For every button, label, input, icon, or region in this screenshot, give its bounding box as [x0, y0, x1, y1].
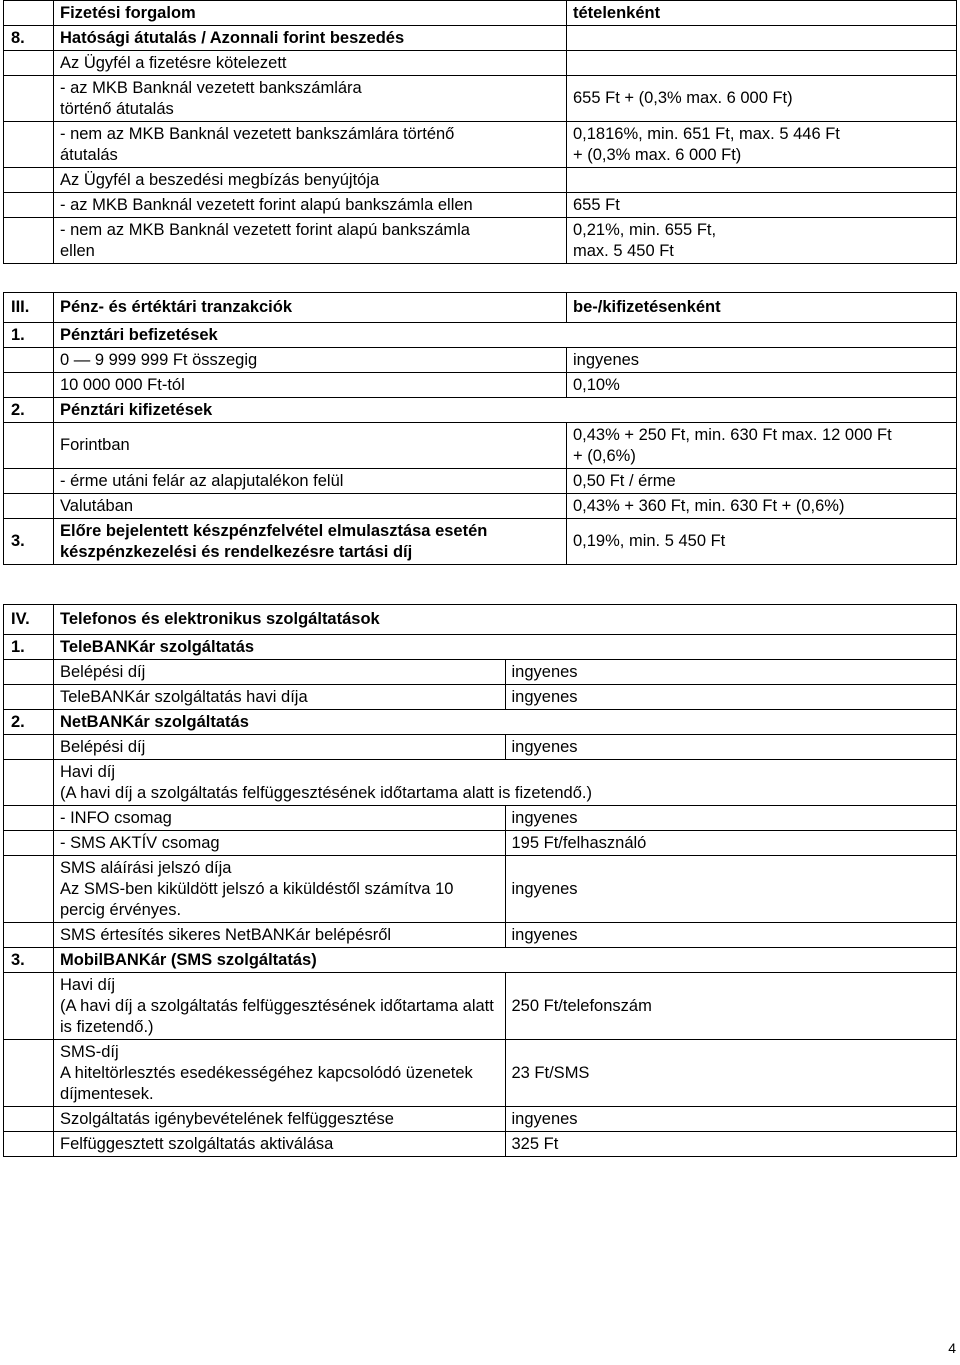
section-title: Fizetési forgalom	[54, 1, 567, 26]
row-value: 23 Ft/SMS	[505, 1040, 957, 1107]
subsection-title: Pénztári befizetések	[54, 323, 957, 348]
row-number: 1.	[4, 635, 54, 660]
row-label: - nem az MKB Banknál vezetett bankszámlára történő átutalás	[54, 122, 567, 168]
row-value: ingyenes	[505, 1107, 957, 1132]
fee-table-payment	[3, 0, 957, 264]
row-label: 0 — 9 999 999 Ft összegig	[54, 348, 567, 373]
row-label: SMS aláírási jelszó díja Az SMS-ben kiküldött jelszó a kiküldéstől számítva 10 percig érvényes.	[54, 856, 506, 923]
subsection-title: NetBANKár szolgáltatás	[54, 710, 957, 735]
unit-label: tételenként	[567, 1, 957, 26]
row-value: ingyenes	[505, 735, 957, 760]
row-value: ingyenes	[505, 856, 957, 923]
fee-table-cash	[3, 292, 957, 565]
section-title: Pénz- és értéktári tranzakciók	[54, 293, 567, 323]
row-value: ingyenes	[567, 348, 957, 373]
row-number: 3.	[4, 519, 54, 565]
row-value: 655 Ft	[567, 193, 957, 218]
fee-table-electronic	[3, 604, 957, 1157]
row-number: 2.	[4, 710, 54, 735]
section-number: IV.	[4, 605, 54, 635]
row-number: 8.	[4, 26, 54, 51]
subsection-title: Pénztári kifizetések	[54, 398, 957, 423]
row-number: 1.	[4, 323, 54, 348]
row-value: 0,10%	[567, 373, 957, 398]
row-value: 0,50 Ft / érme	[567, 469, 957, 494]
row-label: - nem az MKB Banknál vezetett forint alapú bankszámla ellen	[54, 218, 567, 264]
row-value: 195 Ft/felhasználó	[505, 831, 957, 856]
section-number: III.	[4, 293, 54, 323]
row-value: ingyenes	[505, 685, 957, 710]
row-label: Valutában	[54, 494, 567, 519]
row-label: Forintban	[54, 423, 567, 469]
row-value: 0,43% + 360 Ft, min. 630 Ft + (0,6%)	[567, 494, 957, 519]
row-value: ingyenes	[505, 923, 957, 948]
row-label: Felfüggesztett szolgáltatás aktiválása	[54, 1132, 506, 1157]
row-value: 0,43% + 250 Ft, min. 630 Ft max. 12 000 Ft + (0,6%)	[567, 423, 957, 469]
row-value: ingyenes	[505, 660, 957, 685]
row-value: 0,21%, min. 655 Ft, max. 5 450 Ft	[567, 218, 957, 264]
row-value: 0,1816%, min. 651 Ft, max. 5 446 Ft + (0,3% max. 6 000 Ft)	[567, 122, 957, 168]
row-value: 325 Ft	[505, 1132, 957, 1157]
row-label: Havi díj (A havi díj a szolgáltatás felfüggesztésének időtartama alatt is fizetendő.)	[54, 760, 957, 806]
row-label: Az Ügyfél a fizetésre kötelezett	[54, 51, 567, 76]
subsection-title: TeleBANKár szolgáltatás	[54, 635, 957, 660]
subsection-title: MobilBANKár (SMS szolgáltatás)	[54, 948, 957, 973]
row-label: Előre bejelentett készpénzfelvétel elmulasztása esetén készpénzkezelési és rendelkezésre tartási díj	[54, 519, 567, 565]
row-value: 250 Ft/telefonszám	[505, 973, 957, 1040]
row-number: 2.	[4, 398, 54, 423]
row-label: - érme utáni felár az alapjutalékon felül	[54, 469, 567, 494]
section-title: Telefonos és elektronikus szolgáltatások	[54, 605, 957, 635]
row-label: - az MKB Banknál vezetett bankszámlára történő átutalás	[54, 76, 567, 122]
page-number: 4	[948, 1340, 956, 1356]
row-label: - SMS AKTÍV csomag	[54, 831, 506, 856]
row-label: Havi díj (A havi díj a szolgáltatás felfüggesztésének időtartama alatt is fizetendő.)	[54, 973, 506, 1040]
row-value: 0,19%, min. 5 450 Ft	[567, 519, 957, 565]
subsection-title: Hatósági átutalás / Azonnali forint beszedés	[54, 26, 567, 51]
row-label: SMS értesítés sikeres NetBANKár belépésről	[54, 923, 506, 948]
row-number: 3.	[4, 948, 54, 973]
row-label: Belépési díj	[54, 660, 506, 685]
unit-label: be-/kifizetésenként	[567, 293, 957, 323]
row-label: - az MKB Banknál vezetett forint alapú bankszámla ellen	[54, 193, 567, 218]
row-label: Az Ügyfél a beszedési megbízás benyújtója	[54, 168, 567, 193]
row-label: Belépési díj	[54, 735, 506, 760]
row-label: SMS-díj A hiteltörlesztés esedékességéhez kapcsolódó üzenetek díjmentesek.	[54, 1040, 506, 1107]
row-label: TeleBANKár szolgáltatás havi díja	[54, 685, 506, 710]
row-label: 10 000 000 Ft-tól	[54, 373, 567, 398]
row-value: ingyenes	[505, 806, 957, 831]
row-label: - INFO csomag	[54, 806, 506, 831]
row-value: 655 Ft + (0,3% max. 6 000 Ft)	[567, 76, 957, 122]
row-label: Szolgáltatás igénybevételének felfüggesztése	[54, 1107, 506, 1132]
